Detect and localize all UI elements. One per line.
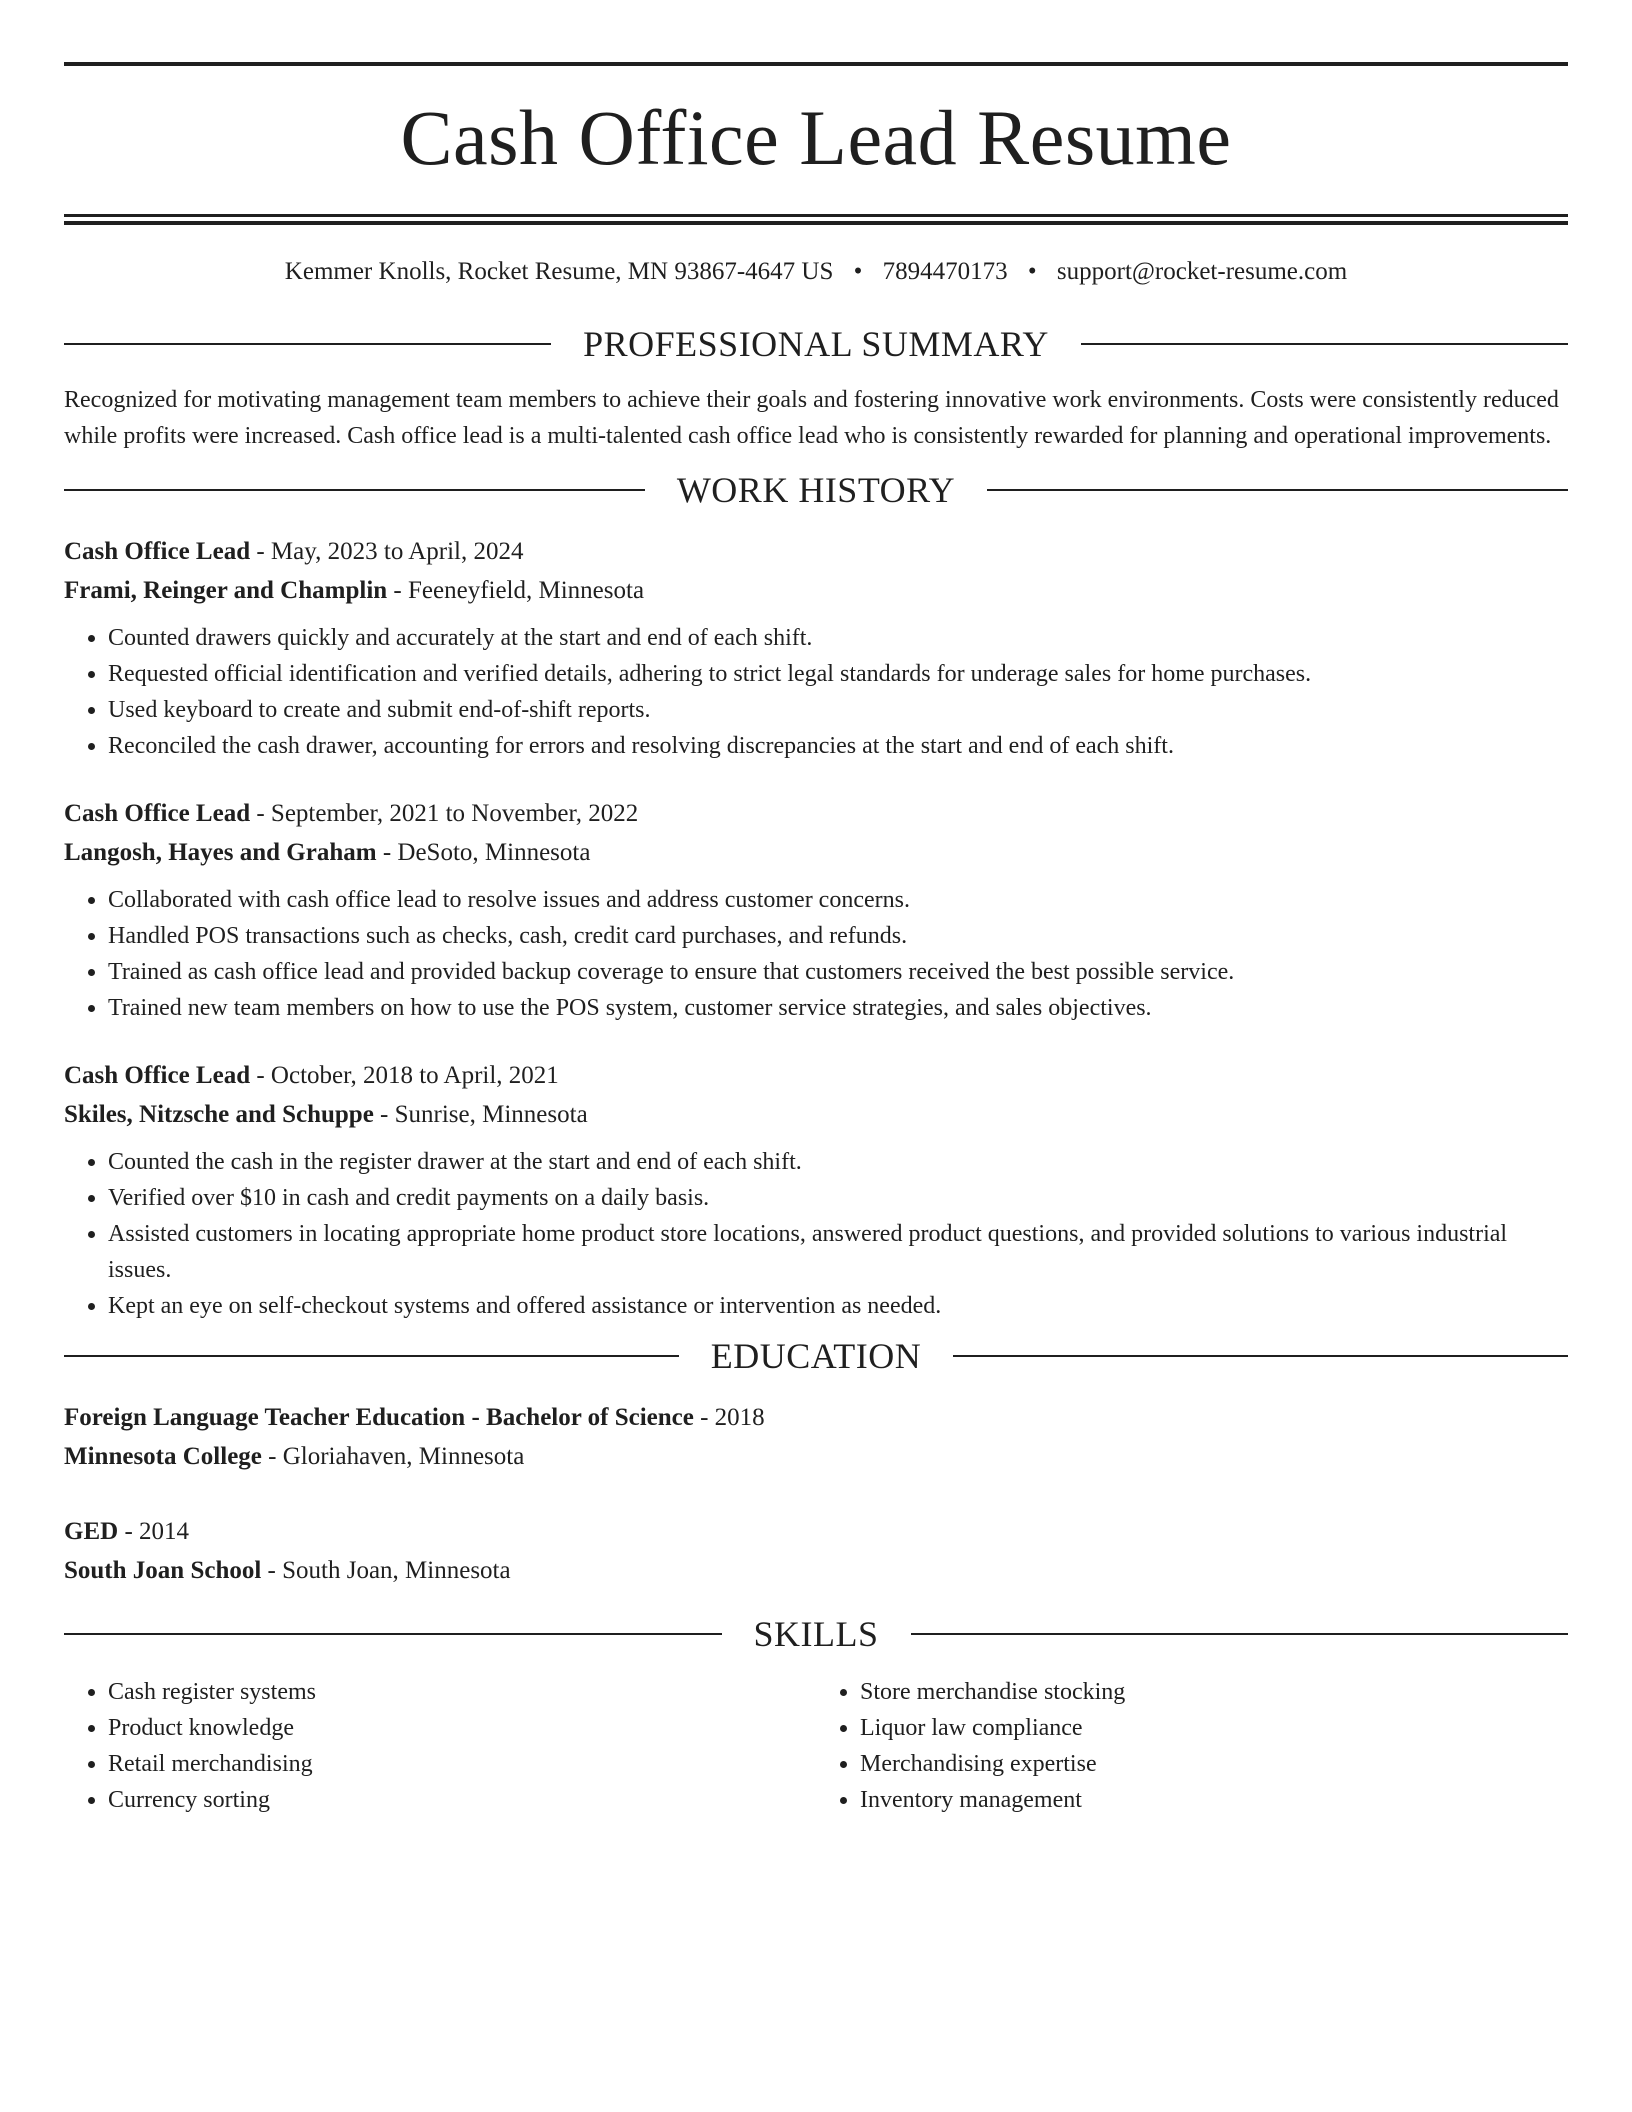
job-title-line (64, 794, 1568, 833)
title-double-rule (64, 214, 1568, 225)
skills-column-right (816, 1674, 1568, 1818)
education-degree-line (64, 1398, 1568, 1437)
job-dates: - September, 2021 to November, 2022 (250, 800, 639, 827)
job-company-line (64, 1095, 1568, 1134)
heading-rule (911, 1633, 1569, 1635)
section-heading-skills (64, 1612, 1568, 1656)
skills-column-left (64, 1674, 816, 1818)
job-location: - Feeneyfield, Minnesota (387, 577, 645, 604)
education-entry (64, 1398, 1568, 1476)
skill-item: • Merchandising expertise (860, 1746, 1568, 1782)
heading-rule (64, 1355, 679, 1357)
list-item: • Kept an eye on self-checkout systems and offered assistance or intervention as needed. (108, 1288, 1568, 1324)
job-entry (64, 794, 1568, 1026)
section-title: WORK HISTORY (676, 470, 956, 510)
job-company: Langosh, Hayes and Graham (64, 839, 377, 866)
list-item: • Handled POS transactions such as checks, cash, credit card purchases, and refunds. (108, 918, 1568, 954)
job-company-line (64, 833, 1568, 872)
resume-page (64, 0, 1568, 1818)
skill-item: • Currency sorting (108, 1782, 816, 1818)
job-location: - DeSoto, Minnesota (376, 839, 591, 866)
page-title: Cash Office Lead Resume (400, 94, 1232, 181)
job-title: Cash Office Lead (64, 800, 251, 827)
education-school: South Joan School (64, 1557, 262, 1584)
section-heading-summary (64, 322, 1568, 366)
job-dates: - October, 2018 to April, 2021 (250, 1062, 559, 1089)
list-item: • Counted the cash in the register drawer at the start and end of each shift. (108, 1144, 1568, 1180)
list-item: • Reconciled the cash drawer, accounting for errors and resolving discrepancies at the start and end of each shift. (108, 728, 1568, 764)
summary-text: Recognized for motivating management team members to achieve their goals and fostering innovative work environments. Costs were consistently reduced while profits were increased. Cash office lead is a multi-talented cash office lead who is consistently rewarded for planning and operational improvements. (64, 387, 1559, 449)
section-title: PROFESSIONAL SUMMARY (583, 324, 1049, 364)
education-location: - Gloriahaven, Minnesota (261, 1443, 525, 1470)
list-item: • Collaborated with cash office lead to resolve issues and address customer concerns. (108, 882, 1568, 918)
heading-rule (64, 1633, 722, 1635)
education-degree: Foreign Language Teacher Education - Bachelor of Science (64, 1404, 694, 1431)
top-rule (64, 62, 1568, 66)
education-school-line (64, 1551, 1568, 1590)
skill-item: • Inventory management (860, 1782, 1568, 1818)
heading-rule (64, 489, 645, 491)
contact-email: support@rocket-resume.com (1056, 258, 1348, 285)
list-item: • Used keyboard to create and submit end-of-shift reports. (108, 692, 1568, 728)
list-item: • Counted drawers quickly and accurately at the start and end of each shift. (108, 620, 1568, 656)
list-item: • Assisted customers in locating appropriate home product store locations, answered product questions, and provided solutions to various industrial issues. (108, 1216, 1568, 1288)
contact-line (64, 255, 1568, 289)
job-company: Frami, Reinger and Champlin (64, 577, 388, 604)
contact-phone: 7894470173 (882, 258, 1008, 285)
list-item: • Trained as cash office lead and provided backup coverage to ensure that customers received the best possible service. (108, 954, 1568, 990)
education-year: - 2014 (118, 1518, 190, 1545)
list-item: • Trained new team members on how to use the POS system, customer service strategies, and sales objectives. (108, 990, 1568, 1026)
list-item: • Verified over $10 in cash and credit payments on a daily basis. (108, 1180, 1568, 1216)
job-company-line (64, 571, 1568, 610)
list-item: • Requested official identification and verified details, adhering to strict legal standards for underage sales for home purchases. (108, 656, 1568, 692)
skill-item: • Retail merchandising (108, 1746, 816, 1782)
job-company: Skiles, Nitzsche and Schuppe (64, 1101, 374, 1128)
job-entry (64, 532, 1568, 764)
job-title: Cash Office Lead (64, 1062, 251, 1089)
education-school-line (64, 1437, 1568, 1476)
education-degree-line (64, 1512, 1568, 1551)
job-title-line (64, 1056, 1568, 1095)
heading-rule (987, 489, 1568, 491)
heading-rule (953, 1355, 1568, 1357)
skill-item: • Liquor law compliance (860, 1710, 1568, 1746)
skill-item: • Cash register systems (108, 1674, 816, 1710)
heading-rule (64, 343, 551, 345)
skills-list (64, 1674, 1568, 1818)
job-entry (64, 1056, 1568, 1324)
job-dates: - May, 2023 to April, 2024 (250, 538, 524, 565)
contact-address: Kemmer Knolls, Rocket Resume, MN 93867-4647 US (284, 258, 834, 285)
job-title-line (64, 532, 1568, 571)
contact-separator: • (1027, 258, 1037, 285)
section-title: SKILLS (753, 1614, 879, 1654)
section-title: EDUCATION (710, 1336, 922, 1376)
job-bullets (64, 1144, 1568, 1324)
section-heading-work-history (64, 468, 1568, 512)
job-title: Cash Office Lead (64, 538, 251, 565)
education-school: Minnesota College (64, 1443, 262, 1470)
education-year: - 2018 (693, 1404, 765, 1431)
section-heading-education (64, 1334, 1568, 1378)
job-bullets (64, 882, 1568, 1026)
education-location: - South Joan, Minnesota (261, 1557, 511, 1584)
heading-rule (1081, 343, 1568, 345)
education-degree: GED (64, 1518, 119, 1545)
contact-separator: • (853, 258, 863, 285)
job-location: - Sunrise, Minnesota (373, 1101, 588, 1128)
education-entry (64, 1512, 1568, 1590)
skill-item: • Product knowledge (108, 1710, 816, 1746)
skill-item: • Store merchandise stocking (860, 1674, 1568, 1710)
job-bullets (64, 620, 1568, 764)
